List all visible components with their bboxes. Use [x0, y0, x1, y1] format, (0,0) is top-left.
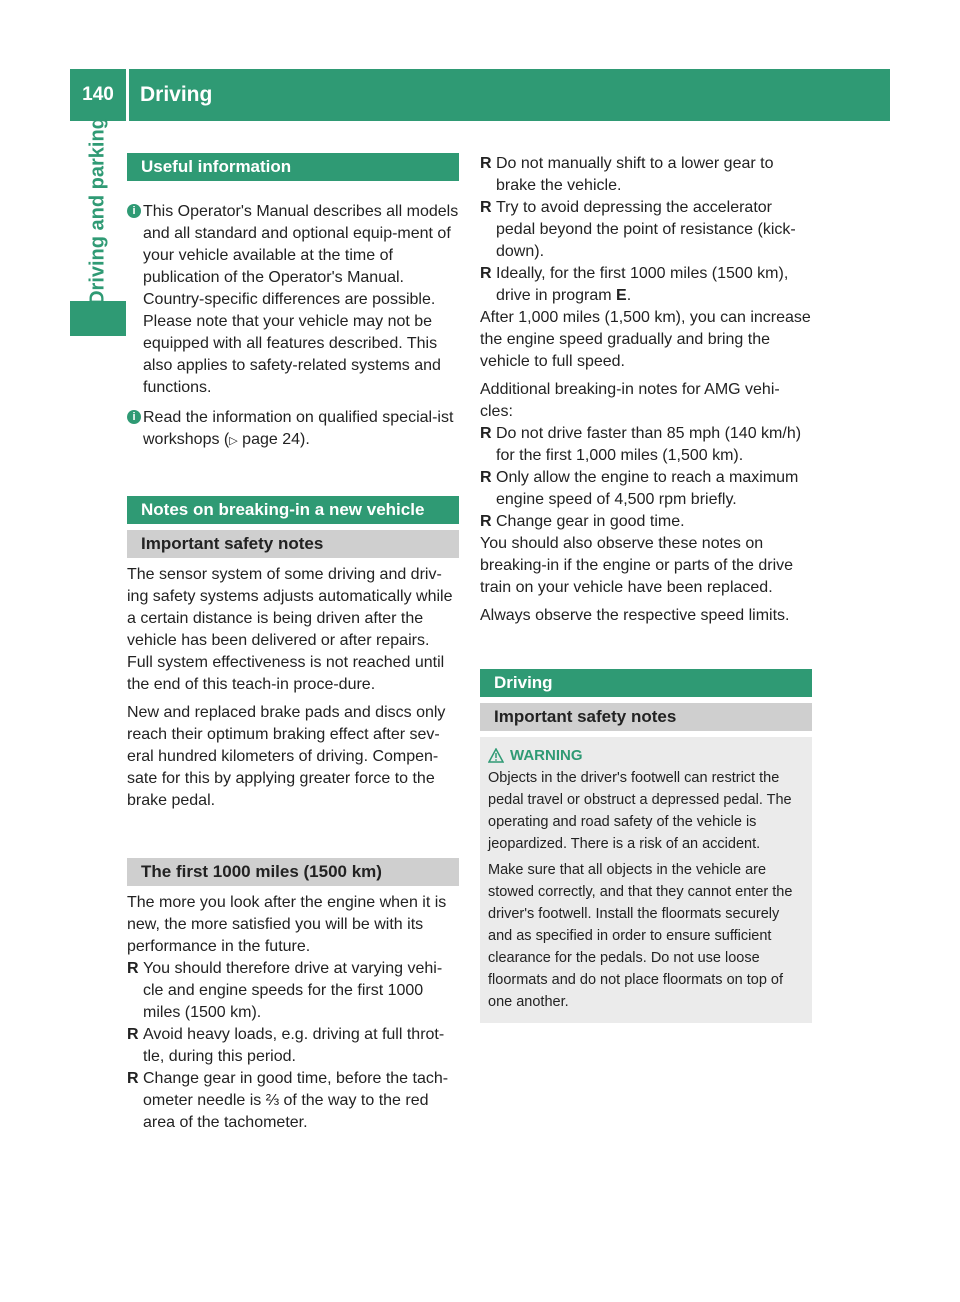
page-reference-link[interactable]: page 24). [237, 431, 310, 448]
warning-box [480, 737, 812, 1023]
section-tab [70, 117, 126, 305]
engine-care-paragraph: The more you look after the engine when it is new, the more satisfied you will be with its performance in the future. [127, 894, 447, 955]
page-title: Driving [140, 83, 213, 106]
list-item: R Change gear in good time, before the tach-ometer needle is ⅔ of the way to the red area of the tachometer. [127, 1070, 449, 1131]
warning-icon [488, 748, 504, 763]
useful-information-heading: Useful information [127, 153, 459, 181]
left-column [127, 153, 459, 1134]
warning-heading: WARNING [488, 745, 804, 767]
section-tab-label: Driving and parking [86, 117, 109, 305]
page-number: 140 [82, 84, 114, 105]
list-item: R Do not manually shift to a lower gear to brake the vehicle. [480, 155, 774, 194]
replaced-parts-paragraph: You should also observe these notes on breaking-in if the engine or parts of the drive train on your vehicle have been replaced. [480, 535, 794, 596]
breaking-in-heading: Notes on breaking-in a new vehicle [127, 496, 459, 524]
header-divider [126, 69, 129, 121]
list-item: R You should therefore drive at varying vehi-cle and engine speeds for the first 1000 miles (1500 km). [127, 960, 443, 1021]
amg-intro-paragraph: Additional breaking-in notes for AMG vehi-cles: [480, 381, 780, 420]
brake-pads-paragraph: New and replaced brake pads and discs only reach their optimum braking effect after sev-eral hundred kilometers of driving. Compen-sate for this by applying greater force to the brake pedal. [127, 704, 446, 809]
safety-notes-heading: Important safety notes [480, 703, 812, 731]
list-item: R Ideally, for the first 1000 miles (1500 km), drive in program E. [480, 265, 789, 304]
info-icon: i [127, 410, 141, 424]
page-pointer-icon: ▷ [229, 435, 238, 447]
list-item: R Try to avoid depressing the accelerator pedal beyond the point of resistance (kick-down). [480, 199, 796, 260]
list-item: R Avoid heavy loads, e.g. driving at full throt-tle, during this period. [127, 1026, 445, 1065]
list-item: R Do not drive faster than 85 mph (140 km/h) for the first 1,000 miles (1,500 km). [480, 425, 802, 464]
sensor-paragraph: The sensor system of some driving and driv-ing safety systems adjusts automatically while a certain distance is being driven after the vehicle has been delivered or after repairs. Full system effectiveness is not reached until the end of this teach-in proce-dure. [127, 566, 453, 693]
warning-text-2: Make sure that all objects in the vehicle are stowed correctly, and that they cannot enter the driver's footwell. Install the floormats securely and as specified in order to ensure sufficient clearance for the pedals. Do not use loose floormats and do not place floormats on top of one another. [488, 862, 793, 1010]
right-column [480, 153, 812, 1023]
safety-notes-heading: Important safety notes [127, 530, 459, 558]
full-speed-paragraph: After 1,000 miles (1,500 km), you can increase the engine speed gradually and bring the vehicle to full speed. [480, 309, 811, 370]
info-icon: i [127, 204, 141, 218]
warning-text-1: Objects in the driver's footwell can restrict the pedal travel or obstruct a depressed pedal. The operating and road safety of the vehicle is jeopardized. There is a risk of an accident. [488, 770, 792, 852]
list-item: R Change gear in good time. [480, 513, 685, 530]
first-miles-heading: The first 1000 miles (1500 km) [127, 858, 459, 886]
driving-heading: Driving [480, 669, 812, 697]
side-tab-bottom-white [70, 336, 126, 1221]
info-note-2: i Read the information on qualified special-ist workshops (▷ page 24). [127, 407, 459, 452]
info-note-1: i This Operator's Manual describes all models and all standard and optional equip-ment of your vehicle available at the time of publication of the Operator's Manual. Country-specific differences are possible. Please note that your vehicle may not be equipped with all features described. This also applies to safety-related systems and functions. [127, 201, 459, 399]
speed-limits-paragraph: Always observe the respective speed limits. [480, 607, 790, 624]
list-item: R Only allow the engine to reach a maximum engine speed of 4,500 rpm briefly. [480, 469, 799, 508]
